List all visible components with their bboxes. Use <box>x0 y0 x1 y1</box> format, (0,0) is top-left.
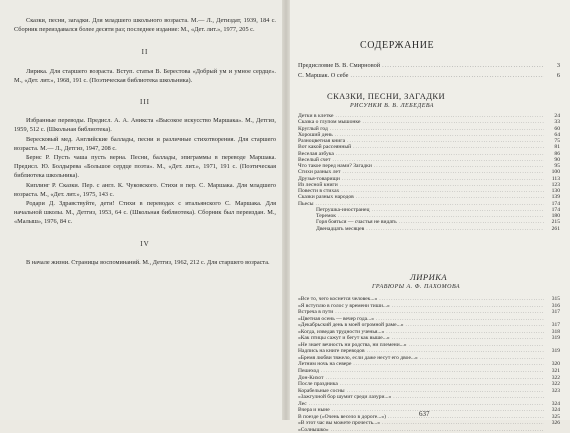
toc-title: Стихи разных лет <box>298 169 341 176</box>
toc-title: «Как птицы сажут и бегут как выше...» <box>298 335 390 342</box>
toc-title: Теремок <box>316 213 337 219</box>
toc-page: 139 <box>551 194 560 201</box>
toc-entry[interactable] <box>298 71 560 81</box>
toc-title: Вчера и ныне <box>298 407 330 414</box>
toc-title: Горя бояться — счастья не видать <box>316 219 397 226</box>
toc-title: Повести в стихах <box>298 188 340 194</box>
section-numeral: IV <box>140 239 150 248</box>
toc-page: 322 <box>551 374 560 381</box>
toc-page: 100 <box>551 169 560 176</box>
toc-page: 60 <box>554 125 560 132</box>
toc-title: Летним ночь на севере <box>298 361 352 368</box>
toc-title: Из лесной книги <box>298 181 338 188</box>
toc-title: С. Маршак. О себе <box>298 71 349 79</box>
section-heading: ЛИРИКА <box>410 272 448 282</box>
toc-title: Разноцветная книга <box>298 138 346 144</box>
toc-title: Веселый счет <box>298 156 331 163</box>
toc-page: 322 <box>551 381 560 388</box>
toc-page: 75 <box>554 138 560 144</box>
toc-title: Пешеход <box>298 368 319 375</box>
toc-title: «В этот час вы можете прочесть...» <box>298 420 380 427</box>
toc-page: 95 <box>554 163 560 169</box>
bibliography-entry: Родари Д. Здравствуйте, дети! Стихи в переводах с итальянского С. Маршака. Для начальной школы. М., Детгиз, 1953, 64 с. (Школьная библиотека). Сборник был переиздан. М., «Малыш», 1976, 84 с. <box>14 200 276 226</box>
toc-page: 33 <box>554 119 560 126</box>
toc-title: «Когда, изведав трудности ученья...» <box>298 328 385 335</box>
leader-dots <box>350 71 544 81</box>
toc-page: 174 <box>551 200 560 207</box>
toc-page: 319 <box>551 348 560 355</box>
toc-title: «Цветная осень — вечер года...» <box>298 315 374 322</box>
bibliography-entry: Вересковый мед. Английские баллады, песни и различные стихотворения. Для старшего возраста. М.— Л., Детгиз, 1947, 208 с. <box>14 135 276 152</box>
bibliography-entry: Бернс Р. Пусть чаша пусть верна. Песни, баллады, эпиграммы в переводе Маршака. Предисл. Ю. Болдырева «Большое сердце поэта». М., «Дет. лит.», 1971, 191 с. (Поэтическая библиотека школьника). <box>14 154 276 180</box>
toc-title: Сказка о глупом мышонке <box>298 119 361 126</box>
bibliography-entry: Сказки, песни, загадки. Для младшего школьного возраста. М.— Л., Детиздат, 1939, 184 с. Сборник переиздавался более десяти раз; последнее издание: М., «Дет. лит.», 1977, 205 с. <box>14 17 276 34</box>
toc-page: 180 <box>551 213 560 219</box>
toc-title: Лес <box>298 400 307 407</box>
toc-title: Вот какой рассеянный <box>298 144 352 151</box>
toc-page: 81 <box>554 144 560 151</box>
toc-title: Что такое перед нами? Загадки <box>298 163 372 169</box>
toc-title: «Зажгулной бор шумит среди лазури...» <box>298 394 392 401</box>
toc-title: Предисловие В. В. Смирновой <box>298 62 381 69</box>
toc-title: Встреча в пути <box>298 309 334 316</box>
toc-title: Сказки разных народов <box>298 194 354 201</box>
toc-page: 86 <box>554 150 560 157</box>
toc-title: Веселая азбука <box>298 150 334 157</box>
toc-title: «Бремя любви тяжело, если даже несут его двое...» <box>298 354 418 361</box>
toc-page: 3 <box>556 62 560 69</box>
section-numeral: III <box>140 98 150 107</box>
toc-page: 319 <box>551 335 560 342</box>
toc-page: 316 <box>551 302 560 309</box>
toc-page: 321 <box>551 368 560 375</box>
toc-page: 324 <box>551 400 560 407</box>
toc-title: Друзья-товарищи <box>298 175 340 182</box>
toc-title: «Солнышко» <box>298 426 329 433</box>
leader-dots <box>366 226 544 232</box>
section-subheading: РИСУНКИ В. В. ЛЕБЕДЕВА <box>350 103 434 109</box>
toc-page: 325 <box>551 413 560 420</box>
toc-title: После праздника <box>298 381 338 388</box>
bibliography-entry: Избранные переводы. Предисл. А. А. Аникста «Высокое искусство Маршака». М., Детгиз, 1959, 512 с. (Школьная библиотека). <box>14 117 276 134</box>
section-heading: СКАЗКИ, ПЕСНИ, ЗАГАДКИ <box>327 91 446 101</box>
toc-page: 123 <box>551 181 560 188</box>
preface-list <box>298 61 560 80</box>
bibliography-entry: Киплинг Р. Сказки. Пер. с англ. К. Чуковского. Стихи в пер. С. Маршака. Для младшего возраста. М., «Дет. лит.», 1975, 143 с. <box>14 181 276 198</box>
leader-dots <box>382 61 544 71</box>
toc-title: В поезде («Очень весело в дороге...») <box>298 413 386 420</box>
bibliography-entry: Лирика. Для старшего возраста. Вступ. статья В. Берестова «Добрый ум и умное сердце». М., «Дет. лит.», 1968, 191 с. (Поэтическая библиотека школьника). <box>14 67 276 84</box>
toc-page: 6 <box>556 71 560 79</box>
toc-page: 90 <box>554 156 560 163</box>
toc-title: Надпись на книге переводов <box>298 348 365 355</box>
toc-page: 324 <box>551 407 560 414</box>
toc-title: Корабельные сосны <box>298 387 345 394</box>
toc-page: 130 <box>551 188 560 194</box>
toc-page: 64 <box>554 131 560 138</box>
section-numeral: II <box>141 48 149 57</box>
toc-title: Круглый год <box>298 125 328 132</box>
toc-title: «Все то, чего коснется человек...» <box>298 296 378 302</box>
toc-entry[interactable] <box>298 226 560 232</box>
toc-page: 174 <box>551 206 560 213</box>
toc-page: 317 <box>551 322 560 329</box>
toc-page: 320 <box>551 361 560 368</box>
toc-page: 215 <box>551 219 560 226</box>
toc-entry[interactable] <box>298 427 560 433</box>
toc-page: 317 <box>551 309 560 316</box>
toc-title: «Я вступлю в голос у времени тиши...» <box>298 302 390 309</box>
toc-title: «Не знает вечность ни родства, ни племени...» <box>298 341 407 348</box>
toc-page: 24 <box>554 113 560 119</box>
bibliography-entry: В начале жизни. Страницы воспоминаний. М., Детгиз, 1962, 212 с. Для старшего возраста. <box>26 258 270 266</box>
toc-title: Петрушка-иностранец <box>316 206 370 213</box>
toc-title: «Декабрьский день в моей огромной раме...» <box>298 322 404 329</box>
toc-title: Пьесы <box>298 200 314 207</box>
toc-page: 113 <box>551 175 560 182</box>
toc-page: 261 <box>551 225 560 232</box>
toc-page: 326 <box>551 420 560 427</box>
toc-page: 315 <box>551 296 560 302</box>
toc-page: 318 <box>551 328 560 335</box>
contents-heading: СОДЕРЖАНИЕ <box>360 40 435 51</box>
toc-list-tales <box>298 113 560 232</box>
bibliography <box>14 16 276 267</box>
toc-entry[interactable] <box>298 61 560 71</box>
toc-title: Детки в клетке <box>298 113 334 119</box>
toc-title: Двенадцать месяцев <box>316 225 365 232</box>
section-subheading: ГРАВЮРЫ А. Ф. ПАХОМОВА <box>372 284 461 290</box>
toc-title: Дон-Кихот <box>298 374 324 381</box>
toc-title: Хороший день <box>298 131 333 138</box>
page-number: 637 <box>419 410 430 418</box>
toc-page: 323 <box>551 387 560 394</box>
leader-dots <box>331 427 544 433</box>
book-gutter <box>282 0 290 420</box>
